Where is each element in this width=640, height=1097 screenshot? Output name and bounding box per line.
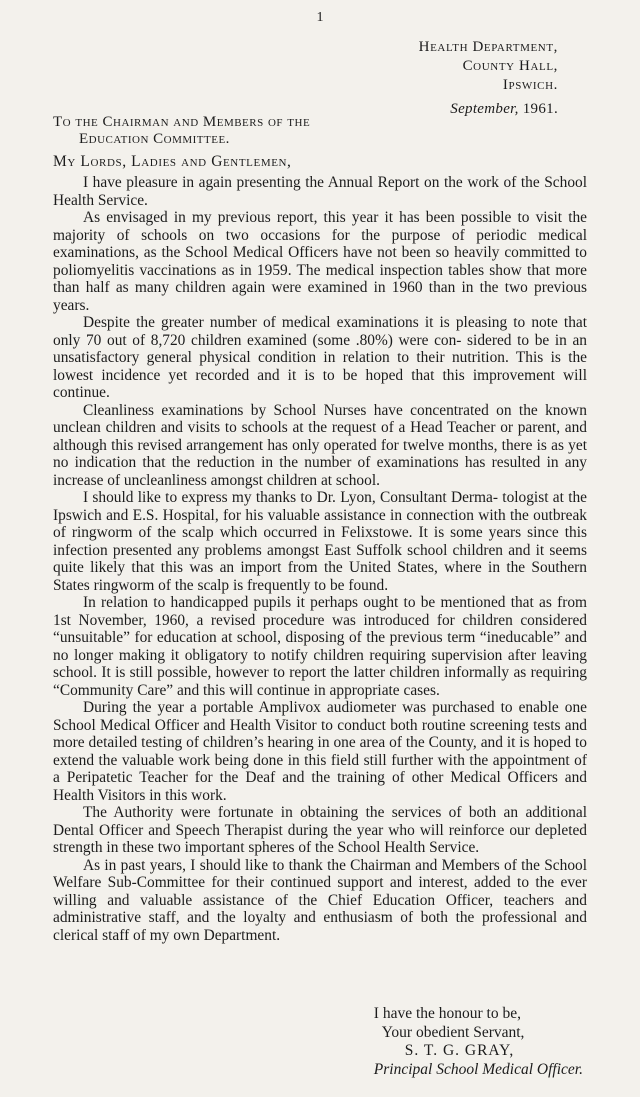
page-number: 1 <box>316 10 324 25</box>
sender-address <box>419 38 558 119</box>
closing-line-2: Your obedient Servant, <box>381 1023 525 1041</box>
letter-body <box>53 174 587 944</box>
address-line-1: Health Department, <box>418 39 558 55</box>
paragraph: Despite the greater number of medical examinations it is pleasing to note that only 70 out of 8,720 children examined (some .80%) were con- sidered to be in an unsatisfactory general physical condition in relation to their nutrition. This is the lowest incidence yet recorded and it is to be hoped that this improvement will continue. <box>53 314 587 401</box>
letter-date <box>419 100 558 119</box>
letter-closing <box>374 1005 583 1079</box>
paragraph: Cleanliness examinations by School Nurses have concentrated on the known unclean children and visits to schools at the request of a Head Teacher or parent, and although this revised arrangement has only operated for twelve months, there is as yet no indication that the reduction in the number of examinations has resulted in any increase of uncleanliness amongst children at school. <box>53 401 587 489</box>
address-line-2: County Hall, <box>462 58 558 74</box>
closing-line-1: I have the honour to be, <box>373 1005 521 1022</box>
paragraph: As envisaged in my previous report, this year it has been possible to visit the majority of schools on two occasions for the purpose of periodic medical examinations, as the School Medical Officers have not been so heavily committed to poliomyelitis vaccinations as in 1959. The medical inspection tables show that more than half as many children again were examined in 1960 than in the two previous years. <box>53 209 587 314</box>
addressee-line-1: To the Chairman and Members of the <box>53 114 311 130</box>
address-line-3: Ipswich. <box>502 77 558 93</box>
paragraph: In relation to handicapped pupils it perhaps ought to be mentioned that as from 1st November, 1960, a revised procedure was introduced for children considered “unsuitable” for education at school, disposing of the previous term “ineducable” and no longer making it obligatory to notify children requiring supervision after leaving school. It is still possible, however to report the latter children informally as requiring “Community Care” and this will continue in appropriate cases. <box>53 594 587 699</box>
signature-name: S. T. G. GRAY, <box>404 1042 515 1059</box>
signature-title: Principal School Medical Officer. <box>373 1060 583 1078</box>
salutation: My Lords, Ladies and Gentlemen, <box>53 153 292 170</box>
paragraph: During the year a portable Amplivox audiometer was purchased to enable one School Medical Officer and Health Visitor to conduct both routine screening tests and more detailed testing of children’s hearing in one area of the County, and it is hoped to extend the valuable work being done in this field still further with the appointment of a Peripatetic Teacher for the Deaf and the training of other Medical Officers and Health Visitors in this work. <box>53 699 587 804</box>
addressee-line-2: Education Committee. <box>79 131 230 147</box>
paragraph: I should like to express my thanks to Dr. Lyon, Consultant Derma- tologist at the Ipswich and E.S. Hospital, for his valuable assistance in connection with the outbreak of ringworm of the scalp which occurred in Felixstowe. It is some years since this infection presented any problems amongst East Suffolk school children and it seems quite likely that this was an import from the United States, where in the Southern States ringworm of the scalp is frequently to be found. <box>53 489 587 594</box>
date-year: 1961. <box>522 101 558 117</box>
date-month: September, <box>450 101 519 117</box>
paragraph: As in past years, I should like to thank the Chairman and Members of the School Welfare Sub-Committee for their continued support and interest, added to the ever willing and valuable assistance of the Chief Education Officer, teachers and administrative staff, and the loyalty and enthusiasm of both the professional and clerical staff of my own Department. <box>53 856 587 944</box>
paragraph: The Authority were fortunate in obtaining the services of both an additional Dental Officer and Speech Therapist during the year who will reinforce our depleted strength in these two important spheres of the School Health Service. <box>53 804 587 856</box>
addressee <box>53 114 310 148</box>
paragraph: I have pleasure in again presenting the Annual Report on the work of the School Health Service. <box>53 174 587 209</box>
